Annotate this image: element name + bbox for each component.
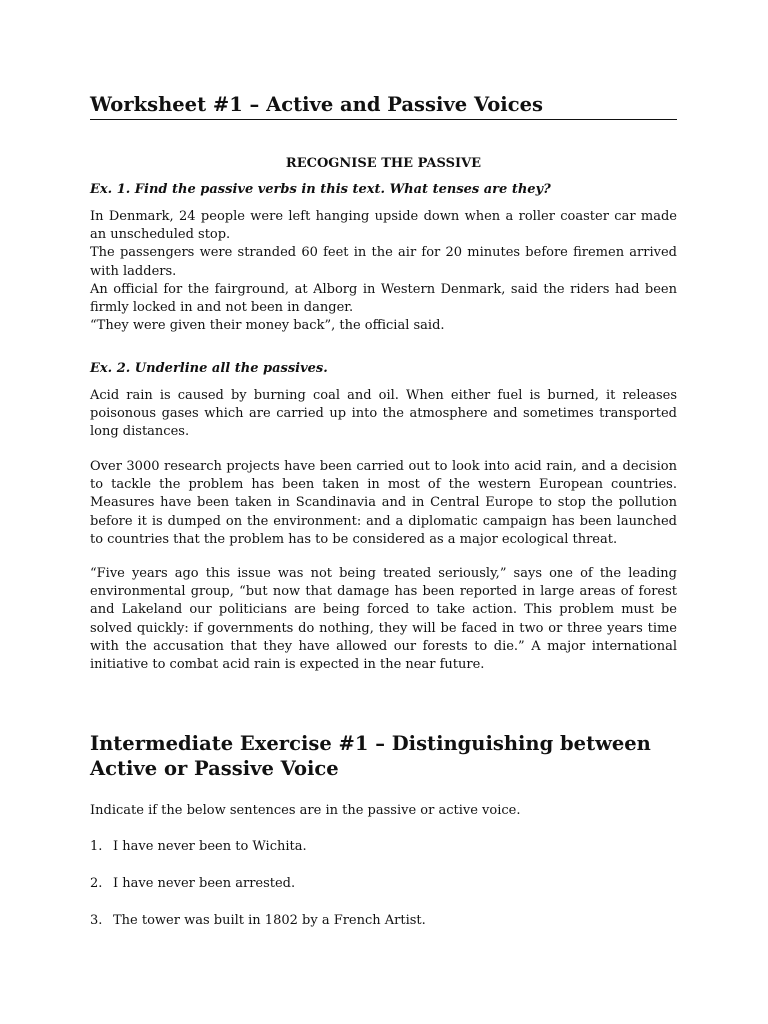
exercise-1-line: “They were given their money back”, the official said. bbox=[90, 318, 445, 334]
list-item bbox=[90, 913, 426, 928]
exercise-1-line: An official for the fairground, at Alborg in Western Denmark, said the riders had been firmly locked in and not been in danger. bbox=[90, 281, 677, 316]
exercise-2-paragraph: Acid rain is caused by burning coal and oil. When either fuel is burned, it releases poisonous gases which are carried up into the atmosphere and sometimes transported long distances. bbox=[90, 388, 677, 440]
list-item-text: I have never been arrested. bbox=[113, 876, 296, 891]
section-heading: RECOGNISE THE PASSIVE bbox=[285, 156, 482, 171]
exercise-1-heading: Ex. 1. Find the passive verbs in this text. What tenses are they? bbox=[90, 182, 551, 197]
list-item-number: 2. bbox=[90, 876, 103, 891]
exercise-2-heading: Ex. 2. Underline all the passives. bbox=[90, 361, 328, 376]
list-item-number: 1. bbox=[90, 839, 103, 854]
exercise-2-paragraph: Over 3000 research projects have been carried out to look into acid rain, and a decision to tackle the problem has been taken in most of the western European countries. Measures have been taken in Scandinavia and in Central Europe to stop the pollution before it is dumped on the environment: and a diplomatic campaign has been launched to countries that the problem has to be considered as a major ecological threat. bbox=[90, 459, 677, 547]
list-item-number: 3. bbox=[90, 913, 103, 928]
list-item bbox=[90, 876, 295, 891]
exercise-2-paragraph: “Five years ago this issue was not being treated seriously,” says one of the leading environmental group, “but now that damage has been reported in large areas of forest and Lakeland our politicians are being forced to take action. This problem must be solved quickly: if governments do nothing, they will be faced in two or three years time with the accusation that they have allowed our forests to die.” A major international initiative to combat acid rain is expected in the near future. bbox=[90, 566, 677, 673]
intermediate-heading: Intermediate Exercise #1 – Distinguishing between Active or Passive Voice bbox=[90, 732, 651, 780]
exercise-1-line: The passengers were stranded 60 feet in the air for 20 minutes before firemen arrived with ladders. bbox=[90, 245, 677, 279]
exercise-1-text bbox=[90, 208, 677, 335]
intermediate-instruction: Indicate if the below sentences are in the passive or active voice. bbox=[90, 803, 521, 818]
list-item-text: The tower was built in 1802 by a French Artist. bbox=[113, 913, 426, 928]
exercise-1-line: In Denmark, 24 people were left hanging upside down when a roller coaster car made an unscheduled stop. bbox=[90, 209, 677, 243]
list-item-text: I have never been to Wichita. bbox=[113, 839, 307, 854]
list-item bbox=[90, 839, 307, 854]
worksheet-title: Worksheet #1 – Active and Passive Voices bbox=[90, 92, 677, 120]
